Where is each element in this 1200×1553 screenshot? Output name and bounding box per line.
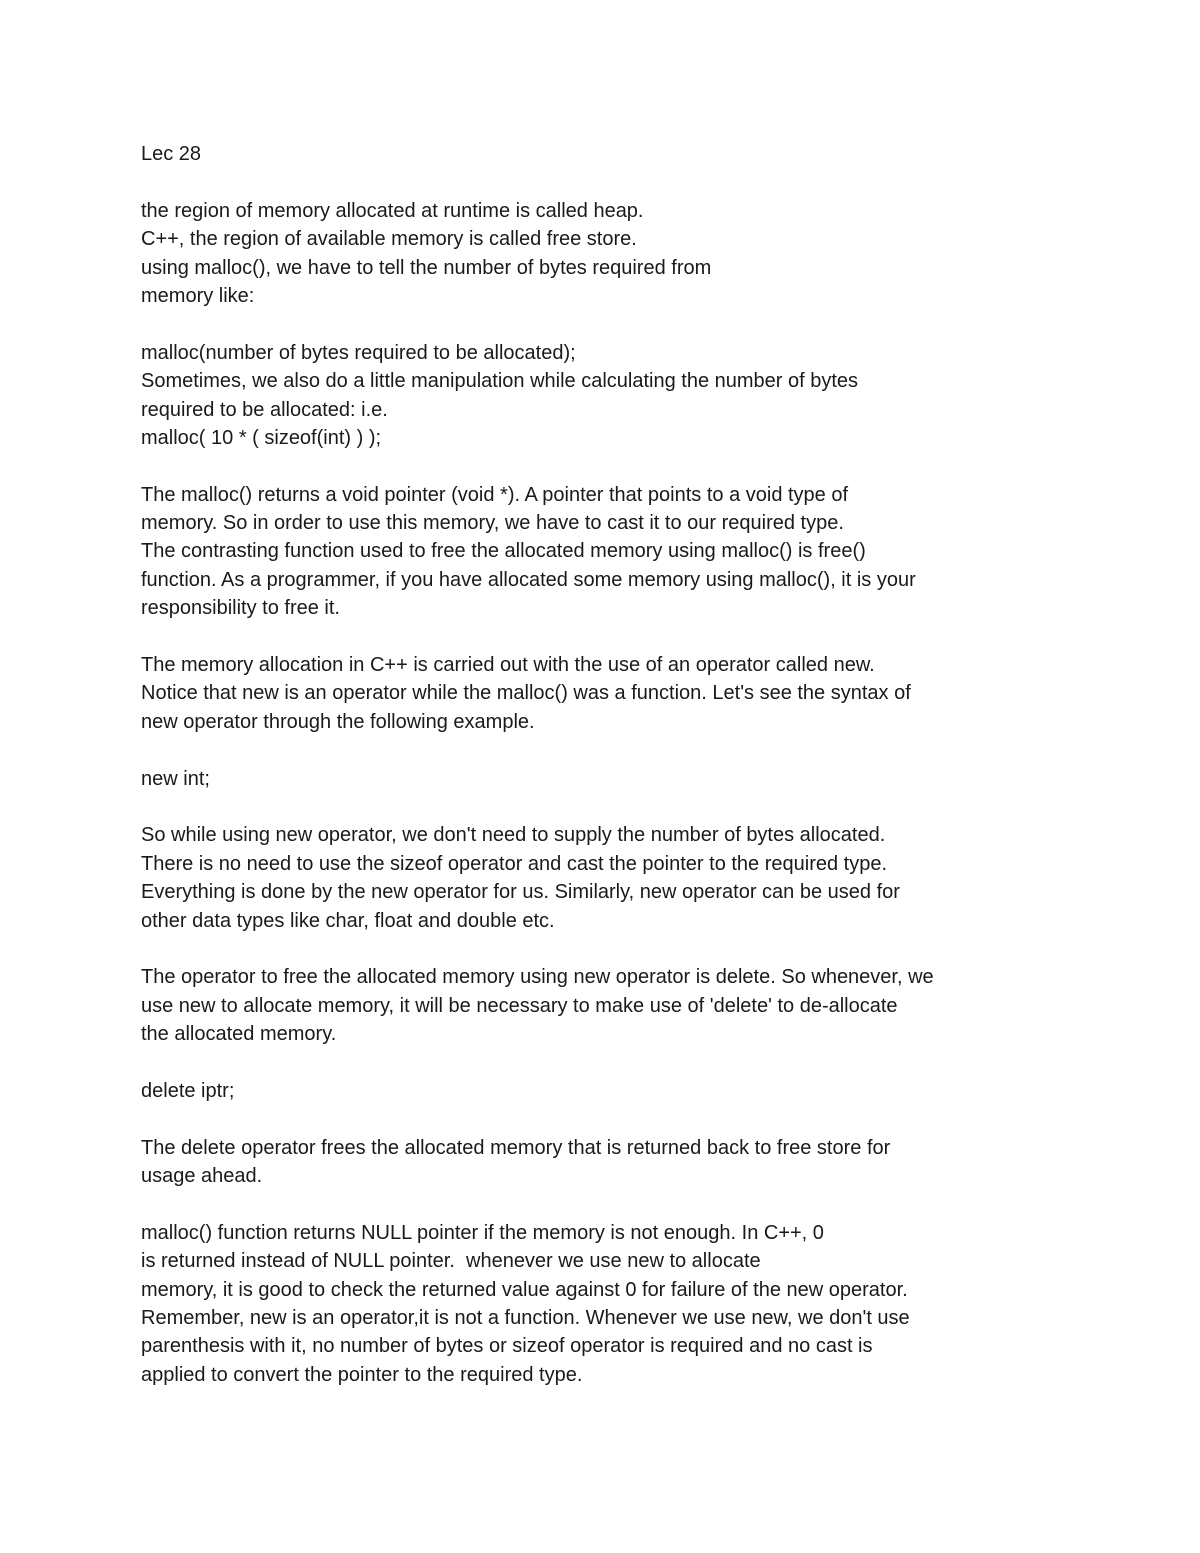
text-line: new int; (141, 767, 210, 790)
text-line: using malloc(), we have to tell the number of bytes required from (141, 256, 712, 279)
paragraph-gap (141, 310, 1041, 338)
text-line: memory, it is good to check the returned value against 0 for failure of the new operator. (141, 1278, 908, 1301)
paragraph-gap (141, 1105, 1041, 1133)
paragraph-gap (141, 623, 1041, 651)
paragraph (141, 1077, 1041, 1105)
paragraph-gap (141, 1190, 1041, 1218)
text-line: the region of memory allocated at runtime is called heap. (141, 199, 644, 222)
text-line: There is no need to use the sizeof operator and cast the pointer to the required type. (141, 852, 888, 875)
text-line: responsibility to free it. (141, 597, 340, 620)
paragraph (141, 651, 1041, 736)
text-line: The contrasting function used to free the allocated memory using malloc() is free() (141, 540, 866, 563)
text-line: function. As a programmer, if you have allocated some memory using malloc(), it is your (141, 568, 916, 591)
text-line: Sometimes, we also do a little manipulation while calculating the number of bytes (141, 370, 859, 393)
text-line: The delete operator frees the allocated memory that is returned back to free store for (141, 1136, 891, 1159)
document-body (141, 140, 1041, 1389)
text-line: required to be allocated: i.e. (141, 398, 388, 421)
text-line: malloc(number of bytes required to be allocated); (141, 341, 576, 364)
text-line: C++, the region of available memory is called free store. (141, 228, 637, 251)
paragraph (141, 481, 1041, 623)
paragraph-gap (141, 1049, 1041, 1077)
text-line: The malloc() returns a void pointer (void *). A pointer that points to a void type of (141, 483, 849, 506)
paragraph (141, 963, 1041, 1048)
paragraph-gap (141, 168, 1041, 196)
paragraph (141, 197, 1041, 311)
paragraph (141, 339, 1041, 453)
text-line: applied to convert the pointer to the required type. (141, 1363, 583, 1386)
text-line: The memory allocation in C++ is carried out with the use of an operator called new. (141, 654, 875, 677)
paragraph-gap (141, 935, 1041, 963)
document-title: Lec 28 (141, 143, 202, 165)
text-line: use new to allocate memory, it will be necessary to make use of 'delete' to de-allocate (141, 994, 898, 1017)
paragraph (141, 821, 1041, 935)
text-line: Notice that new is an operator while the malloc() was a function. Let's see the syntax of (141, 682, 911, 705)
paragraph (141, 765, 1041, 793)
text-line: parenthesis with it, no number of bytes or sizeof operator is required and no cast is (141, 1335, 873, 1358)
text-line: memory like: (141, 284, 255, 307)
paragraph-gap (141, 452, 1041, 480)
text-line: usage ahead. (141, 1165, 263, 1188)
text-line: memory. So in order to use this memory, we have to cast it to our required type. (141, 512, 844, 535)
paragraph-gap (141, 793, 1041, 821)
text-line: malloc() function returns NULL pointer if the memory is not enough. In C++, 0 (141, 1221, 824, 1244)
text-line: other data types like char, float and double etc. (141, 909, 555, 932)
text-line: malloc( 10 * ( sizeof(int) ) ); (141, 426, 382, 449)
text-line: delete iptr; (141, 1079, 235, 1102)
text-line: Everything is done by the new operator for us. Similarly, new operator can be used for (141, 881, 900, 904)
paragraph (141, 1134, 1041, 1191)
paragraph-gap (141, 736, 1041, 764)
paragraph (141, 1219, 1041, 1389)
text-line: So while using new operator, we don't need to supply the number of bytes allocated. (141, 824, 886, 847)
text-line: new operator through the following example. (141, 710, 535, 733)
text-line: Remember, new is an operator,it is not a function. Whenever we use new, we don't use (141, 1307, 910, 1330)
text-line: the allocated memory. (141, 1023, 337, 1046)
text-line: The operator to free the allocated memory using new operator is delete. So whenever, we (141, 966, 934, 989)
text-line: is returned instead of NULL pointer. whenever we use new to allocate (141, 1250, 761, 1273)
